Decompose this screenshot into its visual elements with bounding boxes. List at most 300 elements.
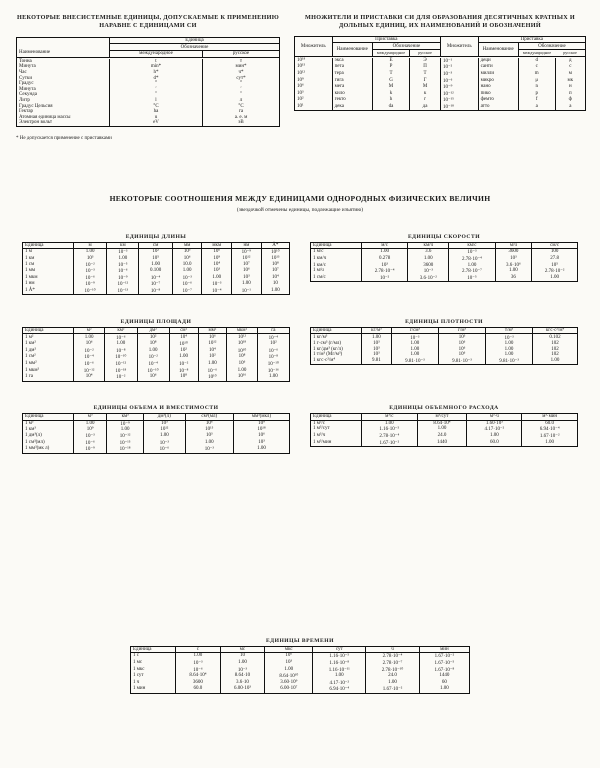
prefix-name: микро bbox=[478, 77, 518, 84]
table-row bbox=[295, 64, 586, 71]
unit-intl: ″ bbox=[110, 92, 203, 98]
unit-name: Тонна bbox=[17, 59, 110, 65]
prefix-head-rus-left: русское bbox=[410, 49, 441, 56]
row-unit: 1 кгс·с²/м⁴ bbox=[311, 358, 362, 365]
unit-intl: ′ bbox=[110, 86, 203, 92]
cell-value: 1.00 bbox=[169, 354, 198, 361]
column-header: см² bbox=[169, 327, 198, 334]
column-header: г/м³ bbox=[438, 327, 485, 334]
cell-value: 10⁻¹⁶ bbox=[267, 368, 279, 374]
conversion-table-caption: ЕДИНИЦЫ СКОРОСТИ bbox=[407, 233, 481, 240]
cell-value: 10⁻² bbox=[362, 274, 408, 281]
conversion-table-block bbox=[310, 317, 578, 365]
cell-value: 10⁻¹² bbox=[107, 281, 139, 288]
cell-value: 1.00 bbox=[105, 341, 137, 348]
row-unit: 1 мкм² bbox=[23, 367, 74, 374]
table-row bbox=[23, 420, 290, 427]
cell-value: 10⁻⁶ bbox=[143, 446, 185, 453]
prefix-head-mult-left: Множитель bbox=[300, 43, 326, 49]
column-header: мс bbox=[220, 646, 264, 653]
prefix-intl: μ bbox=[518, 77, 555, 84]
conversion-table bbox=[310, 242, 578, 283]
nonsystem-head-name: Наименование bbox=[19, 49, 51, 55]
prefix-mult: 10⁶ bbox=[295, 84, 333, 91]
cell-value: 6.94·10⁻⁴ bbox=[539, 427, 560, 433]
cell-value: 10⁶ bbox=[258, 433, 265, 439]
cell-value: 1440 bbox=[417, 439, 467, 446]
cell-value: 1.00 bbox=[408, 256, 449, 263]
prefix-rus: Г bbox=[410, 77, 441, 84]
cell-value: 3.6·10 bbox=[220, 679, 264, 686]
table-row bbox=[23, 446, 290, 453]
cell-value: 10⁸ bbox=[227, 354, 257, 361]
cell-value: 10⁻⁹ bbox=[74, 446, 107, 453]
si-prefixes-title: МНОЖИТЕЛИ И ПРИСТАВКИ СИ ДЛЯ ОБРАЗОВАНИЯ ДЕСЯТИЧНЫХ КРАТНЫХ И ДОЛЬНЫХ ЕДИНИЦ, ИХ НАИМЕНОВАНИЙ И ОБОЗНАЧЕНИЙ bbox=[305, 14, 575, 30]
row-unit: 1 мм bbox=[23, 268, 74, 275]
cell-value: 1.00 bbox=[268, 374, 278, 380]
row-unit: 1 м/с bbox=[311, 249, 362, 256]
cell-value: 10⁻¹⁰ bbox=[137, 367, 169, 374]
unit-intl: l bbox=[110, 98, 203, 104]
cell-value: 10³ bbox=[362, 341, 392, 347]
cell-value: 10¹⁶ bbox=[227, 374, 257, 381]
prefix-rus: П bbox=[410, 64, 441, 71]
row-unit: 1 мм² bbox=[23, 361, 74, 368]
cell-value: 36 bbox=[495, 274, 532, 281]
cell-value: 10³ bbox=[265, 660, 313, 667]
unit-rus: эВ bbox=[238, 120, 244, 126]
table-row bbox=[295, 77, 586, 84]
prefix-head-desig-right: Обозначение bbox=[518, 43, 585, 50]
cell-value: 10⁻³ bbox=[486, 334, 533, 341]
cell-value: 10⁴ bbox=[202, 261, 232, 268]
column-header: нм bbox=[232, 242, 262, 249]
column-header: дм³(л) bbox=[143, 414, 185, 421]
cell-value: 10¹⁵ bbox=[185, 427, 233, 433]
cell-value: 2.78·10⁻⁴ bbox=[449, 256, 495, 263]
column-header: м³·мин bbox=[522, 414, 578, 421]
unit-rus: ч* bbox=[238, 69, 244, 75]
unit-intl: min* bbox=[110, 64, 203, 70]
cell-value: 10⁻¹⁸ bbox=[107, 446, 144, 453]
prefix-mult: 10⁻¹⁵ bbox=[440, 97, 478, 104]
unit-name: Электрон вольт bbox=[17, 120, 110, 126]
cell-value: 10⁻¹² bbox=[107, 433, 144, 440]
table-row bbox=[311, 334, 578, 341]
cell-value: 10⁻⁴ bbox=[202, 288, 232, 295]
corner-label: Единица bbox=[311, 327, 362, 334]
prefix-rus: п bbox=[568, 90, 572, 96]
column-header: км/ч bbox=[408, 242, 449, 249]
cell-value: 1.00 bbox=[486, 341, 533, 347]
prefix-intl: c bbox=[518, 64, 555, 71]
cell-value: 1.00 bbox=[550, 358, 560, 364]
cell-value: 2.78·10⁻⁴ bbox=[362, 268, 408, 275]
table-row bbox=[311, 426, 578, 433]
cell-value: 1.00 bbox=[467, 433, 522, 440]
table-row bbox=[131, 679, 470, 686]
table-row bbox=[295, 97, 586, 104]
cell-value: 10⁻² bbox=[105, 374, 137, 381]
cell-value: 10⁻¹⁰ bbox=[105, 354, 137, 361]
cell-value: 10⁴ bbox=[271, 274, 279, 280]
row-unit: 1 м³/ч bbox=[311, 433, 362, 440]
table-row bbox=[131, 660, 470, 667]
cell-value: 3600 bbox=[408, 262, 449, 268]
prefix-rus: с bbox=[569, 64, 572, 70]
unit-rus: ″ bbox=[239, 92, 243, 98]
cell-value: 8.64·10⁴ bbox=[417, 420, 467, 426]
cell-value: 10⁻⁶ bbox=[107, 268, 139, 275]
prefix-intl: p bbox=[518, 90, 555, 97]
prefix-intl: k bbox=[372, 90, 409, 97]
conversion-table bbox=[310, 413, 578, 447]
row-unit: 1 м³ bbox=[23, 420, 74, 427]
cell-value: 6.94·10⁻⁴ bbox=[313, 686, 366, 693]
conversion-table bbox=[22, 242, 290, 296]
cell-value: 10⁻³ bbox=[176, 660, 221, 667]
column-header: т/м³ bbox=[486, 327, 533, 334]
nonsystem-head-desig: Обозначение bbox=[110, 44, 280, 51]
prefix-intl: f bbox=[518, 97, 555, 104]
prefix-name: дека bbox=[332, 104, 372, 111]
cell-value: 10⁻⁹ bbox=[232, 249, 262, 256]
prefix-mult: 10⁻⁶ bbox=[440, 77, 478, 84]
conversion-table bbox=[310, 327, 578, 366]
column-header: мкс bbox=[265, 646, 313, 653]
column-header: м/с bbox=[362, 242, 408, 249]
cell-value: 10⁻¹² bbox=[74, 367, 105, 374]
column-header: м³/с bbox=[362, 414, 418, 421]
table-row bbox=[23, 334, 290, 341]
cell-value: 10¹⁰ bbox=[169, 341, 198, 348]
cell-value: 10¹⁰ bbox=[227, 348, 257, 355]
cell-value: 8.64·10¹⁰ bbox=[265, 673, 313, 680]
table-row bbox=[23, 374, 290, 381]
row-unit: 1 см bbox=[23, 261, 74, 268]
cell-value: 1.00 bbox=[172, 268, 202, 275]
row-unit: 1 м² bbox=[23, 334, 74, 341]
cell-value: 102 bbox=[551, 346, 559, 352]
cell-value: 10³ bbox=[362, 352, 392, 358]
cell-value: 1.00 bbox=[391, 347, 438, 353]
table-row bbox=[311, 249, 578, 256]
conversion-table-block bbox=[310, 232, 578, 282]
column-header: мин bbox=[419, 646, 469, 653]
cell-value: 10⁻⁶ bbox=[74, 361, 105, 368]
cell-value: 0.278 bbox=[362, 256, 408, 263]
row-unit: 1 км/ч bbox=[311, 256, 362, 263]
unit-intl: ° bbox=[110, 81, 203, 87]
column-header: м bbox=[74, 242, 107, 249]
cell-value: 1.00 bbox=[74, 249, 107, 256]
cell-value: 10⁻⁸ bbox=[169, 367, 198, 374]
table-row bbox=[17, 120, 280, 126]
conversion-table-caption: ЕДИНИЦЫ ДЛИНЫ bbox=[125, 233, 187, 240]
cell-value: 10⁻¹⁸ bbox=[105, 367, 137, 374]
cell-value: 1.67·10⁻² bbox=[434, 654, 455, 660]
cell-value: 10⁶ bbox=[198, 334, 227, 341]
prefix-name: экса bbox=[332, 58, 372, 65]
prefix-mult: 10⁻⁹ bbox=[440, 84, 478, 91]
cell-value: 1.00 bbox=[449, 262, 495, 268]
cell-value: 1.00 bbox=[391, 352, 438, 358]
unit-rus: л bbox=[239, 97, 243, 103]
cell-value: 10³ bbox=[143, 420, 185, 427]
prefix-mult: 10² bbox=[295, 97, 333, 104]
column-header: с bbox=[176, 646, 221, 653]
column-header: м/ч bbox=[495, 242, 532, 249]
cell-value: 4.17·10⁻² bbox=[467, 426, 522, 433]
prefix-name: гекто bbox=[332, 97, 372, 104]
cell-value: 10² bbox=[139, 249, 172, 256]
cell-value: 10² bbox=[169, 348, 198, 355]
cell-value: 10⁻⁶ bbox=[198, 367, 227, 374]
cell-value: 10² bbox=[270, 341, 277, 347]
prefix-head-name-right: Наименование bbox=[482, 46, 514, 52]
column-header: м³/сут bbox=[417, 414, 467, 421]
cell-value: 10¹³ bbox=[271, 255, 280, 261]
unit-rus: сут* bbox=[236, 75, 246, 81]
column-header: см/с bbox=[532, 242, 578, 249]
cell-value: 10⁻¹³ bbox=[107, 288, 139, 295]
prefix-rus: д bbox=[569, 57, 572, 63]
prefix-mult: 10¹ bbox=[295, 104, 333, 111]
row-unit: 1 мс bbox=[131, 660, 176, 667]
cell-value: 10¹² bbox=[227, 334, 257, 341]
unit-rus: °С bbox=[238, 103, 244, 109]
cell-value: 10⁴ bbox=[74, 374, 105, 381]
prefix-rus: ф bbox=[568, 97, 572, 103]
cell-value: 1.00 bbox=[417, 426, 467, 433]
row-unit: 1 км³ bbox=[23, 427, 74, 433]
prefix-name: мега bbox=[332, 84, 372, 91]
conversion-table-block bbox=[22, 232, 290, 295]
cell-value: 10⁶ bbox=[227, 361, 257, 368]
cell-value: 102 bbox=[551, 352, 559, 358]
cell-value: 10⁻⁴ bbox=[74, 354, 105, 361]
conversion-table-block bbox=[22, 404, 290, 454]
prefix-mult: 10⁻¹ bbox=[440, 58, 478, 65]
cell-value: 1.00 bbox=[137, 348, 169, 355]
prefix-head-intl-right: международное bbox=[522, 50, 552, 56]
column-header: г/см³ bbox=[391, 327, 438, 334]
cell-value: 10¹⁸ bbox=[227, 341, 257, 348]
column-header: м² bbox=[74, 327, 105, 334]
unit-name: Гектар bbox=[17, 109, 110, 115]
column-header: кг/м³ bbox=[362, 327, 392, 334]
cell-value: 10⁻⁴ bbox=[268, 335, 279, 341]
cell-value: 10⁻⁶ bbox=[105, 334, 137, 341]
cell-value: 10⁶ bbox=[202, 249, 232, 256]
cell-value: 6.00·10⁷ bbox=[265, 686, 313, 693]
cell-value: 1.00 bbox=[139, 261, 172, 268]
cell-value: 10³ bbox=[172, 249, 202, 256]
row-unit: 1 кг/м³ bbox=[311, 334, 362, 341]
cell-value: 10⁷ bbox=[232, 261, 262, 268]
table-row bbox=[131, 653, 470, 660]
cell-value: 1.67·10⁻² bbox=[539, 434, 560, 440]
cell-value: 10⁻¹⁰ bbox=[74, 288, 107, 295]
cell-value: 24.0 bbox=[417, 433, 467, 440]
cell-value: 10.0 bbox=[172, 261, 202, 268]
table-row bbox=[23, 361, 290, 368]
column-header: см³(мл) bbox=[185, 414, 233, 421]
unit-name: Секунда bbox=[17, 92, 110, 98]
row-unit: 1 га bbox=[23, 374, 74, 381]
nonsystem-units-block bbox=[16, 14, 280, 141]
prefix-rus: а bbox=[569, 103, 572, 109]
cell-value: 1.00 bbox=[440, 686, 449, 692]
prefix-intl: G bbox=[372, 77, 409, 84]
column-header: мм² bbox=[198, 327, 227, 334]
prefix-name: гига bbox=[332, 77, 372, 84]
cell-value: 4.17·10⁻² bbox=[313, 679, 366, 686]
cell-value: 9.81 bbox=[362, 358, 392, 365]
row-unit: 1 нм bbox=[23, 281, 74, 288]
cell-value: 1.60·10³ bbox=[467, 420, 522, 426]
row-unit: 1 дм³(л) bbox=[23, 433, 74, 440]
row-unit: 1 мин bbox=[131, 686, 176, 693]
conversion-table bbox=[22, 327, 290, 382]
row-unit: 1 м/ч bbox=[311, 268, 362, 275]
cell-value: 10⁻⁷ bbox=[139, 281, 172, 288]
column-header: мм bbox=[172, 242, 202, 249]
cell-value: 10⁻² bbox=[137, 354, 169, 361]
cell-value: 24.0 bbox=[366, 673, 420, 680]
table-row bbox=[23, 354, 290, 361]
cell-value: 10⁻³ bbox=[185, 446, 233, 453]
prefix-rus: да bbox=[410, 104, 441, 111]
cell-value: 3.6·10⁻² bbox=[408, 274, 449, 281]
cell-value: 1440 bbox=[439, 673, 450, 679]
cell-value: 2.78·10⁻⁷ bbox=[366, 660, 420, 667]
table-row bbox=[23, 348, 290, 355]
nonsystem-head-unit: Единица bbox=[110, 37, 280, 44]
column-header: кгс·с²/м⁴ bbox=[533, 327, 578, 334]
cell-value: 10³ bbox=[232, 274, 262, 281]
si-prefixes-table bbox=[294, 36, 586, 112]
unit-name: Сутки bbox=[17, 75, 110, 81]
cell-value: 100 bbox=[550, 249, 559, 255]
row-unit: 1 м bbox=[23, 249, 74, 256]
cell-value: 10³ bbox=[185, 433, 233, 440]
cell-value: 10⁻³ bbox=[172, 274, 202, 281]
cell-value: 2.78·10⁻⁷ bbox=[449, 268, 495, 275]
column-header: сут bbox=[313, 646, 366, 653]
cell-value: 10⁻⁸ bbox=[139, 288, 172, 295]
prefix-name: деци bbox=[478, 58, 518, 65]
unit-name: Градус Цельсия bbox=[17, 103, 110, 109]
cell-value: 6.00·10³ bbox=[220, 686, 264, 693]
row-unit: 1 ч bbox=[131, 679, 176, 686]
cell-value: 10⁻⁶ bbox=[176, 666, 221, 673]
cell-value: 102 bbox=[551, 341, 559, 347]
cell-value: 3.60·10⁹ bbox=[265, 679, 313, 686]
cell-value: 1.00 bbox=[257, 446, 266, 452]
unit-rus: ° bbox=[240, 81, 242, 87]
cell-value: 60 bbox=[441, 679, 447, 685]
prefix-rus: г bbox=[410, 97, 441, 104]
unit-rus: т bbox=[239, 58, 243, 64]
table-row bbox=[23, 341, 290, 348]
cell-value: 2.78·10⁻⁴ bbox=[366, 653, 420, 660]
prefix-rus: Т bbox=[410, 71, 441, 78]
corner-label: Единица bbox=[23, 327, 74, 334]
table-row bbox=[23, 268, 290, 275]
cell-value: 10³ bbox=[362, 347, 392, 353]
row-unit: 1 см/с bbox=[311, 274, 362, 281]
cell-value: 10⁻³ bbox=[449, 249, 495, 256]
corner-label: Единица bbox=[311, 414, 362, 421]
cell-value: 10⁻¹ bbox=[232, 288, 262, 295]
unit-intl: eV bbox=[110, 120, 203, 126]
row-unit: 1 см³(мл) bbox=[23, 439, 74, 446]
cell-value: 10 bbox=[220, 653, 264, 660]
column-header: км bbox=[107, 242, 139, 249]
cell-value: 10⁹ bbox=[258, 420, 265, 426]
cell-value: 10⁻² bbox=[169, 361, 198, 368]
cell-value: 1.67·10⁻² bbox=[362, 439, 418, 446]
cell-value: 10⁶ bbox=[172, 256, 202, 262]
prefix-rus: к bbox=[410, 90, 441, 97]
conversion-table bbox=[22, 413, 290, 454]
row-unit: 1 м³/с bbox=[311, 420, 362, 426]
column-header: м³·ч bbox=[467, 414, 522, 421]
prefix-name: пета bbox=[332, 64, 372, 71]
table-row bbox=[23, 439, 290, 446]
column-header: м³ bbox=[74, 414, 107, 421]
cell-value: 60.0 bbox=[176, 686, 221, 693]
unit-name: Градус bbox=[17, 81, 110, 87]
main-subtitle: (звездочкой отмечены единицы, подлежащие изъятию) bbox=[236, 207, 364, 214]
prefix-intl: da bbox=[372, 104, 409, 111]
cell-value: 10⁻⁴ bbox=[139, 274, 172, 281]
corner-label: Единица bbox=[23, 242, 74, 249]
cell-value: 10⁻⁵ bbox=[449, 274, 495, 281]
unit-intl: °C bbox=[110, 103, 203, 109]
row-unit: 1 м³/сут bbox=[311, 426, 362, 433]
prefix-intl: m bbox=[518, 71, 555, 78]
unit-intl: u bbox=[110, 114, 203, 120]
prefix-intl: a bbox=[518, 104, 555, 111]
table-row bbox=[311, 268, 578, 275]
cell-value: 10² bbox=[137, 334, 169, 341]
cell-value: 10⁶ bbox=[438, 347, 485, 353]
cell-value: 10⁷ bbox=[271, 268, 279, 274]
cell-value: 10¹⁸ bbox=[257, 427, 266, 433]
cell-value: 10⁻⁷ bbox=[172, 288, 202, 295]
table-row bbox=[295, 58, 586, 65]
cell-value: 10⁶ bbox=[438, 341, 485, 347]
cell-value: 60.0 bbox=[467, 439, 522, 446]
cell-value: 1.00 bbox=[545, 439, 555, 445]
cell-value: 1.00 bbox=[107, 427, 144, 433]
cell-value: 10⁻³ bbox=[408, 268, 449, 275]
cell-value: 10⁻³ bbox=[143, 439, 185, 446]
cell-value: 1.00 bbox=[265, 666, 313, 673]
column-header: мкм bbox=[202, 242, 232, 249]
cell-value: 9.81·10⁻³ bbox=[438, 358, 485, 365]
row-unit: 1 т/м³ (Мг/м³) bbox=[311, 352, 362, 358]
cell-value: 10⁻⁹ bbox=[74, 281, 107, 288]
time-units-table bbox=[130, 646, 470, 694]
cell-value: 10³ bbox=[438, 334, 485, 341]
column-header: мкм² bbox=[227, 327, 257, 334]
column-header: мм³(мкл) bbox=[233, 414, 289, 421]
cell-value: 10⁻³ bbox=[74, 433, 107, 440]
row-unit: 1 км/с bbox=[311, 262, 362, 268]
